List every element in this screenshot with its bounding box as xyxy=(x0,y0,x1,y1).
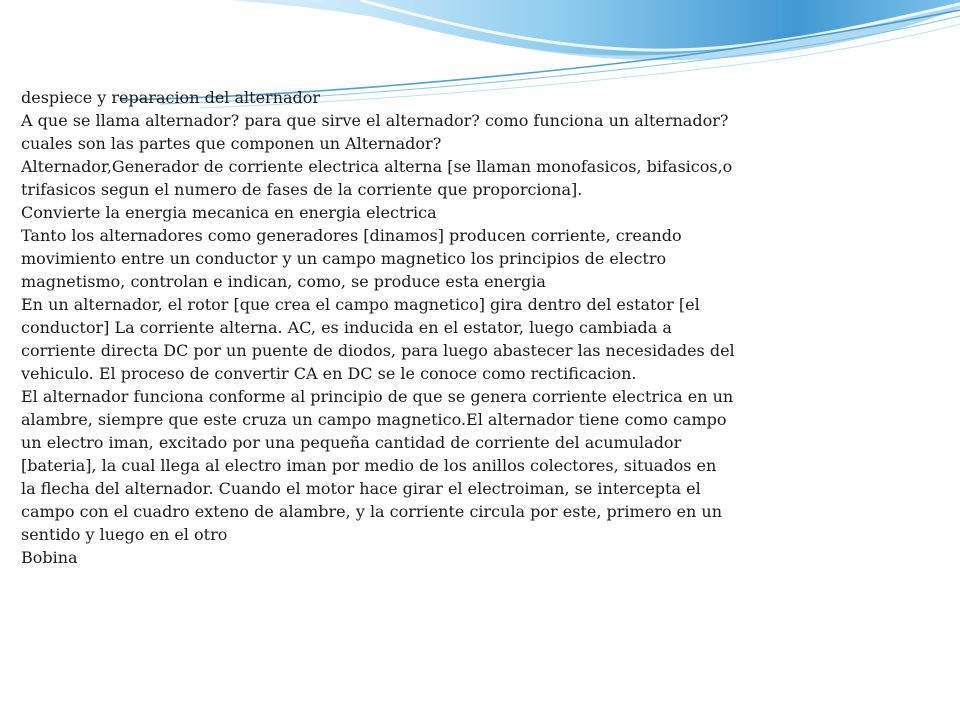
text-line: Convierte la energia mecanica en energia electrica xyxy=(21,203,437,222)
text-line: trifasicos segun el numero de fases de la corriente que proporciona]. xyxy=(21,180,583,199)
text-line: un electro iman, excitado por una pequeña cantidad de corriente del acumulador xyxy=(21,433,682,452)
body-text xyxy=(21,86,741,569)
text-line: sentido y luego en el otro xyxy=(21,525,228,544)
text-line: alambre, siempre que este cruza un campo magnetico.El alternador tiene como campo xyxy=(21,410,727,429)
text-line: campo con el cuadro exteno de alambre, y la corriente circula por este, primero en un xyxy=(21,502,723,521)
text-line: En un alternador, el rotor [que crea el campo magnetico] gira dentro del estator [el xyxy=(21,295,700,314)
text-line: magnetismo, controlan e indican, como, se produce esta energia xyxy=(21,272,546,291)
text-line: conductor] La corriente alterna. AC, es inducida en el estator, luego cambiada a xyxy=(21,318,672,337)
text-line: movimiento entre un conductor y un campo magnetico los principios de electro xyxy=(21,249,667,268)
text-line: Bobina xyxy=(21,548,78,567)
text-line: Alternador,Generador de corriente electrica alterna [se llaman monofasicos, bifasicos,o xyxy=(21,157,733,176)
text-line: Tanto los alternadores como generadores [dinamos] producen corriente, creando xyxy=(21,226,682,245)
text-line: vehiculo. El proceso de convertir CA en DC se le conoce como rectificacion. xyxy=(21,364,637,383)
text-line: cuales son las partes que componen un Alternador? xyxy=(21,134,442,153)
text-line: corriente directa DC por un puente de diodos, para luego abastecer las necesidades del xyxy=(21,341,735,360)
text-line: A que se llama alternador? para que sirve el alternador? como funciona un alternador? xyxy=(21,111,729,130)
text-line: El alternador funciona conforme al principio de que se genera corriente electrica en un xyxy=(21,387,734,406)
text-line: despiece y reparacion del alternador xyxy=(21,88,321,107)
text-line: la flecha del alternador. Cuando el motor hace girar el electroiman, se intercepta el xyxy=(21,479,701,498)
text-line: [bateria], la cual llega al electro iman por medio de los anillos colectores, situados en xyxy=(21,456,717,475)
